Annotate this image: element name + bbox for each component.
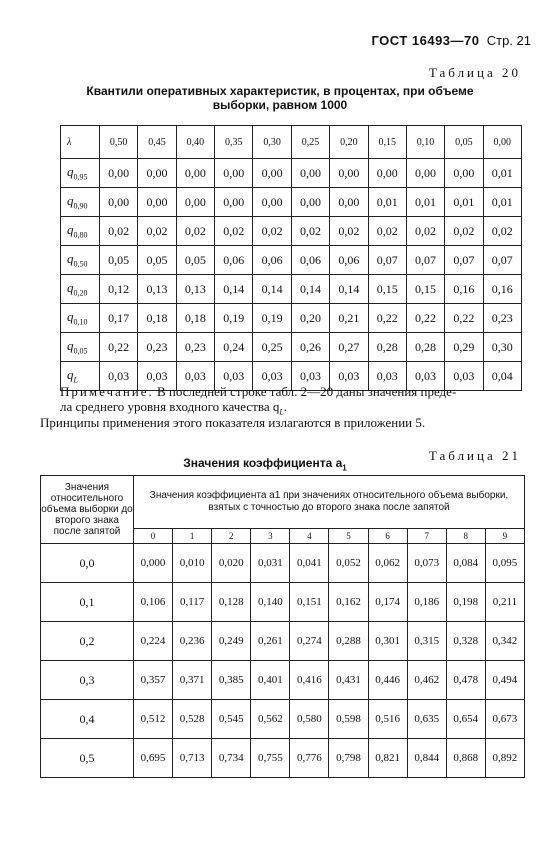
table20-cell: 0,01: [445, 188, 483, 217]
table20-cell: 0,14: [215, 275, 253, 304]
quantile-label: [61, 217, 100, 246]
table20-cell: 0,01: [483, 188, 521, 217]
table21-cell: 0,186: [407, 583, 446, 622]
lambda-cell: λ: [61, 126, 100, 159]
table20-cell: 0,23: [176, 333, 214, 362]
quantile-label: [61, 246, 100, 275]
table21-cell: 0,695: [134, 739, 173, 778]
t21-col-index: 4: [290, 529, 329, 544]
table20-row: [61, 217, 522, 246]
table21-title-sub: 1: [342, 463, 347, 473]
table20-cell: 0,19: [215, 304, 253, 333]
table21-cell: 0,528: [173, 700, 212, 739]
table20-row: [61, 304, 522, 333]
table20-cell: 0,22: [406, 304, 444, 333]
quantile-symbol: q: [67, 338, 74, 354]
table20-cell: 0,02: [215, 217, 253, 246]
table20-cell: 0,16: [483, 275, 521, 304]
table21-cell: 0,031: [251, 544, 290, 583]
table20-cell: 0,01: [368, 188, 406, 217]
table20-cell: 0,26: [291, 333, 329, 362]
table20-cell: 0,00: [176, 188, 214, 217]
t21-col-index: 7: [407, 529, 446, 544]
table20-cell: 0,21: [330, 304, 368, 333]
table20-cell: 0,05: [176, 246, 214, 275]
table20-cell: 0,04: [483, 362, 521, 391]
t21-col-index: 1: [173, 529, 212, 544]
table20-cell: 0,00: [176, 159, 214, 188]
table21-cell: 0,545: [212, 700, 251, 739]
table21-cell: 0,654: [446, 700, 485, 739]
table21-cell: 0,734: [212, 739, 251, 778]
table20-col-header: 0,40: [176, 126, 214, 159]
table21-cell: 0,494: [485, 661, 524, 700]
table21-cell: 0,755: [251, 739, 290, 778]
table20-cell: 0,03: [445, 362, 483, 391]
table21-cell: 0,478: [446, 661, 485, 700]
table20-cell: 0,07: [368, 246, 406, 275]
table20-cell: 0,00: [138, 159, 176, 188]
t21-col-index: 9: [485, 529, 524, 544]
table20-cell: 0,00: [253, 159, 291, 188]
quantile-subscript: 0,90: [73, 201, 88, 211]
note-lead: Примечание.: [60, 384, 154, 399]
quantile-label: [61, 304, 100, 333]
table20-cell: 0,03: [100, 362, 138, 391]
table20-col-header: 0,45: [138, 126, 176, 159]
table20-cell: 0,06: [330, 246, 368, 275]
table20-cell: 0,02: [138, 217, 176, 246]
quantile-symbol: q: [67, 222, 74, 238]
t21-col-index: 8: [446, 529, 485, 544]
table20-cell: 0,20: [291, 304, 329, 333]
table-20: [60, 125, 522, 391]
quantile-label: [61, 333, 100, 362]
table20-cell: 0,00: [406, 159, 444, 188]
table21-cell: 0,462: [407, 661, 446, 700]
table20-cell: 0,00: [291, 188, 329, 217]
table21-row: [41, 661, 525, 700]
table21-cell: 0,211: [485, 583, 524, 622]
table20-cell: 0,03: [368, 362, 406, 391]
table20-cell: 0,28: [406, 333, 444, 362]
table20-cell: 0,06: [253, 246, 291, 275]
table21-cell: 0,140: [251, 583, 290, 622]
table20-number: Таблица 20: [428, 65, 521, 80]
table21-cell: 0,892: [485, 739, 524, 778]
t21-col-index: 0: [134, 529, 173, 544]
table21-row: [41, 583, 525, 622]
t21-top-header: Значения коэффициента a1 при значениях относительного объема выборки, взятых с точностью до второго знака после запятой: [134, 476, 525, 529]
table21-cell: 0,010: [173, 544, 212, 583]
table20-cell: 0,19: [253, 304, 291, 333]
quantile-label: [61, 159, 100, 188]
table21-cell: 0,713: [173, 739, 212, 778]
table21-cell: 0,315: [407, 622, 446, 661]
table21-cell: 0,342: [485, 622, 524, 661]
table20-cell: 0,07: [483, 246, 521, 275]
table21-number: Таблица 21: [428, 448, 521, 463]
table21-cell: 0,446: [368, 661, 407, 700]
table20-cell: 0,03: [138, 362, 176, 391]
table20-cell: 0,17: [100, 304, 138, 333]
table21-cell: 0,512: [134, 700, 173, 739]
t21-row-label: 0,3: [41, 661, 134, 700]
table21-cell: 0,162: [329, 583, 368, 622]
table21-cell: 0,301: [368, 622, 407, 661]
table20-cell: 0,14: [330, 275, 368, 304]
table21-cell: 0,598: [329, 700, 368, 739]
t21-col-index: 6: [368, 529, 407, 544]
table20-cell: 0,23: [138, 333, 176, 362]
quantile-label: [61, 188, 100, 217]
table20-cell: 0,06: [291, 246, 329, 275]
t21-row-label: 0,0: [41, 544, 134, 583]
table20-col-header: 0,15: [368, 126, 406, 159]
t21-left-header: Значения относительного объема выборки до второго знака после запятой: [41, 476, 134, 544]
table21-cell: 0,174: [368, 583, 407, 622]
table21-title: [140, 456, 390, 475]
table20-cell: 0,27: [330, 333, 368, 362]
table20-cell: 0,00: [100, 159, 138, 188]
table20-cell: 0,16: [445, 275, 483, 304]
table21-cell: 0,673: [485, 700, 524, 739]
table21-cell: 0,020: [212, 544, 251, 583]
table20-cell: 0,00: [330, 159, 368, 188]
table20-col-header: 0,35: [215, 126, 253, 159]
table20-cell: 0,13: [138, 275, 176, 304]
table20-col-header: 0,20: [330, 126, 368, 159]
table20-cell: 0,03: [215, 362, 253, 391]
table20-cell: 0,18: [176, 304, 214, 333]
note-line2-end: .: [283, 399, 288, 414]
table20-cell: 0,00: [100, 188, 138, 217]
table20-cell: 0,18: [138, 304, 176, 333]
table21-cell: 0,000: [134, 544, 173, 583]
quantile-subscript: 0,80: [73, 230, 88, 240]
table20-cell: 0,23: [483, 304, 521, 333]
table21-cell: 0,151: [290, 583, 329, 622]
table20-cell: 0,03: [253, 362, 291, 391]
note-line1: В последней строке табл. 2—20 даны значения преде-: [153, 384, 457, 399]
gost-number: ГОСТ 16493—70: [371, 33, 480, 48]
table20-cell: 0,22: [368, 304, 406, 333]
table20-cell: 0,02: [253, 217, 291, 246]
t21-col-index: 5: [329, 529, 368, 544]
table20-cell: 0,02: [176, 217, 214, 246]
page-header: [371, 33, 531, 48]
table21-cell: 0,274: [290, 622, 329, 661]
table20-row: [61, 275, 522, 304]
table21-cell: 0,516: [368, 700, 407, 739]
t21-row-label: 0,5: [41, 739, 134, 778]
table20-title: Квантили оперативных характеристик, в процентах, при объеме выборки, равном 1000: [86, 84, 474, 112]
table21-cell: 0,416: [290, 661, 329, 700]
table20-cell: 0,02: [483, 217, 521, 246]
table20-cell: 0,29: [445, 333, 483, 362]
table21-cell: 0,095: [485, 544, 524, 583]
table20-cell: 0,22: [445, 304, 483, 333]
quantile-symbol: q: [67, 309, 74, 325]
table20-cell: 0,02: [100, 217, 138, 246]
table21-row: [41, 700, 525, 739]
table20-col-header: 0,10: [406, 126, 444, 159]
quantile-symbol: q: [67, 164, 74, 180]
table21-cell: 0,371: [173, 661, 212, 700]
table21-cell: 0,401: [251, 661, 290, 700]
table20-cell: 0,00: [253, 188, 291, 217]
table20-cell: 0,24: [215, 333, 253, 362]
table21-title-text: Значения коэффициента a: [183, 456, 343, 470]
table20-cell: 0,07: [445, 246, 483, 275]
table21-cell: 0,084: [446, 544, 485, 583]
table20-cell: 0,03: [406, 362, 444, 391]
table20-cell: 0,00: [368, 159, 406, 188]
table20-cell: 0,00: [138, 188, 176, 217]
table20-cell: 0,05: [100, 246, 138, 275]
quantile-subscript: L: [73, 375, 78, 385]
table20-cell: 0,02: [406, 217, 444, 246]
table-21: [40, 475, 525, 778]
note-line3: Принципы применения этого показателя излагаются в приложении 5.: [40, 415, 426, 430]
table20-cell: 0,03: [291, 362, 329, 391]
table21-cell: 0,236: [173, 622, 212, 661]
t21-row-label: 0,4: [41, 700, 134, 739]
table20-cell: 0,00: [215, 188, 253, 217]
table20-cell: 0,30: [483, 333, 521, 362]
table20-cell: 0,03: [330, 362, 368, 391]
table21-cell: 0,328: [446, 622, 485, 661]
table20-cell: 0,00: [215, 159, 253, 188]
t21-col-index: 3: [251, 529, 290, 544]
table20-cell: 0,14: [253, 275, 291, 304]
t21-row-label: 0,2: [41, 622, 134, 661]
table20-col-header: 0,05: [445, 126, 483, 159]
table21-cell: 0,821: [368, 739, 407, 778]
table21-row: [41, 544, 525, 583]
table20-cell: 0,14: [291, 275, 329, 304]
table20-row: [61, 159, 522, 188]
table20-cell: 0,00: [291, 159, 329, 188]
quantile-symbol: q: [67, 251, 74, 267]
table20-cell: 0,02: [368, 217, 406, 246]
table20-cell: 0,00: [330, 188, 368, 217]
table20-row: [61, 333, 522, 362]
table21-cell: 0,062: [368, 544, 407, 583]
table21-cell: 0,635: [407, 700, 446, 739]
table20-cell: 0,25: [253, 333, 291, 362]
table21-cell: 0,868: [446, 739, 485, 778]
table20-col-header: 0,25: [291, 126, 329, 159]
table20-cell: 0,01: [406, 188, 444, 217]
quantile-symbol: q: [67, 367, 74, 383]
quantile-subscript: 0,50: [73, 259, 88, 269]
table20-col-header: 0,30: [253, 126, 291, 159]
table20-cell: 0,02: [330, 217, 368, 246]
table20-cell: 0,06: [215, 246, 253, 275]
table21-cell: 0,562: [251, 700, 290, 739]
quantile-subscript: 0,10: [73, 317, 88, 327]
table21-cell: 0,288: [329, 622, 368, 661]
table20-row: [61, 246, 522, 275]
table21-cell: 0,844: [407, 739, 446, 778]
table20-cell: 0,05: [138, 246, 176, 275]
table20-cell: 0,15: [368, 275, 406, 304]
table20-row: [61, 188, 522, 217]
page-number: Стр. 21: [486, 33, 531, 48]
table21-cell: 0,052: [329, 544, 368, 583]
table20-cell: 0,02: [445, 217, 483, 246]
table21-row: [41, 622, 525, 661]
table21-cell: 0,580: [290, 700, 329, 739]
quantile-symbol: q: [67, 280, 74, 296]
table21-cell: 0,041: [290, 544, 329, 583]
quantile-subscript: 0,95: [73, 172, 88, 182]
quantile-subscript: 0,05: [73, 346, 88, 356]
table20-cell: 0,15: [406, 275, 444, 304]
table21-row: [41, 739, 525, 778]
table20-col-header: 0,50: [100, 126, 138, 159]
table20-col-header: 0,00: [483, 126, 521, 159]
table21-cell: 0,117: [173, 583, 212, 622]
quantile-symbol: q: [67, 193, 74, 209]
table21-cell: 0,249: [212, 622, 251, 661]
t21-row-label: 0,1: [41, 583, 134, 622]
table20-cell: 0,22: [100, 333, 138, 362]
table21-cell: 0,798: [329, 739, 368, 778]
table20-cell: 0,12: [100, 275, 138, 304]
table21-cell: 0,073: [407, 544, 446, 583]
table20-cell: 0,02: [291, 217, 329, 246]
table20-cell: 0,07: [406, 246, 444, 275]
table21-cell: 0,198: [446, 583, 485, 622]
quantile-label: [61, 275, 100, 304]
table20-cell: 0,13: [176, 275, 214, 304]
t21-col-index: 2: [212, 529, 251, 544]
table20-cell: 0,01: [483, 159, 521, 188]
table20-cell: 0,03: [176, 362, 214, 391]
table21-cell: 0,357: [134, 661, 173, 700]
table21-cell: 0,128: [212, 583, 251, 622]
note-line2-sub: L: [279, 407, 284, 417]
note-line2: ла среднего уровня входного качества q: [60, 399, 280, 414]
table21-cell: 0,106: [134, 583, 173, 622]
table21-cell: 0,431: [329, 661, 368, 700]
table21-cell: 0,261: [251, 622, 290, 661]
table20-header-row: [61, 126, 522, 159]
table21-cell: 0,776: [290, 739, 329, 778]
table21-cell: 0,224: [134, 622, 173, 661]
quantile-subscript: 0,20: [73, 288, 88, 298]
table21-cell: 0,385: [212, 661, 251, 700]
table20-cell: 0,00: [445, 159, 483, 188]
table20-cell: 0,28: [368, 333, 406, 362]
